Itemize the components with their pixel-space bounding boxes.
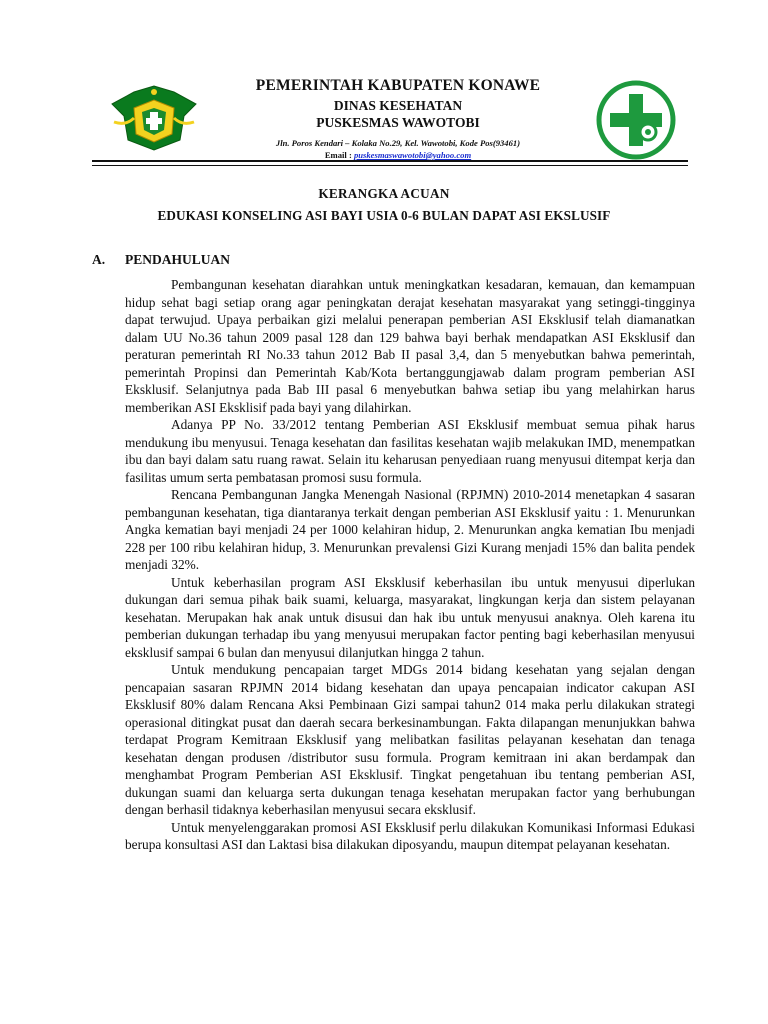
letterhead bbox=[0, 70, 768, 170]
email-link[interactable]: puskesmaswawotobi@yahoo.com bbox=[353, 150, 472, 160]
letterhead-rule-thin bbox=[92, 165, 688, 166]
regency-emblem-icon bbox=[106, 82, 202, 152]
paragraph: Untuk keberhasilan program ASI Eksklusif keberhasilan ibu untuk menyusui diperlukan dukungan dari semua pihak baik suami, keluarga, masyarakat, lingkungan kerja dan sistem pelayanan kesehatan. Merupakan hak anak untuk disusui dan hak ibu untuk menyusui anaknya. Oleh karena itu pemberian dukungan terhadap ibu yang menyusui merupakan factor penting bagi keberhasilan menyusui eksklusif sampai 6 bulan dan menyusui dilanjutkan hingga 2 tahun. bbox=[125, 574, 695, 660]
section-title: PENDAHULUAN bbox=[125, 252, 231, 267]
paragraph: Untuk mendukung pencapaian target MDGs 2014 bidang kesehatan yang sejalan dengan pencapaian sasaran RPJMN 2014 bidang kesehatan dan upaya pencapaian indicator cakupan ASI Eksklusif 80% dalam Rencana Aksi Pembinaan Gizi sampai tahun2 014 maka perlu dilakukan strategi operasional ditingkat pusat dan daerah secara berkesinambungan. Fakta dilapangan menunjukkan bahwa terdapat Program Kemitraan Eksklusif yang melibatkan fasilitas pelayanan kesehatan dan tenaga kesehatan dengan produsen /distributor susu formula. Program kemitraan ini akan berdampak dan menghambat Program Pemberian ASI Eksklusif. Tingkat pengetahuan ibu tentang pemberian ASI, dukungan suami dan keluarga serta dukungan tenaga kesehatan merupakan factor yang berhubungan dengan berhasil tidaknya keberhasilan menyusui secara eksklusif. bbox=[125, 662, 695, 817]
paragraph: Rencana Pembangunan Jangka Menengah Nasional (RPJMN) 2010-2014 menetapkan 4 sasaran pembangunan kesehatan, tiga diantaranya terkait dengan pemberian ASI Eksklusif yaitu : 1. Menurunkan Angka kematian bayi menjadi 24 per 1000 kelahiran hidup, 2. Menurunkan angka kematian Ibu menjadi 228 per 100 ribu kelahiran hidup, 3. Menurunkan prevalensi Gizi Kurang menjadi 15% dan balita pendek menjadi 32%. bbox=[125, 487, 695, 572]
paragraph: Pembangunan kesehatan diarahkan untuk meningkatkan kesadaran, kemauan, dan kemampuan hidup sehat bagi setiap orang agar peningkatan derajat kesehatan masyarakat yang setinggi-tingginya dapat terwujud. Upaya perbaikan gizi melalui penerapan pemberian ASI Eksklusif telah diamanatkan dalam UU No.36 tahun 2009 pasal 128 dan 129 bahwa bayi berhak mendapatkan ASI Eksklusif dan peraturan pemerintah RI No.33 tahun 2012 Bab II pasal 3,4, dan 5 menyebutkan bahwa pemerintah, pemerintah Propinsi dan Pemerintah Kab/Kota bertanggungjawab dalam program pemberian ASI Eksklusif. Selanjutnya pada Bab III pasal 6 menyebutkan bahwa setiap ibu yang melahirkan harus memberikan ASI Eksklisif pada bayi yang dilahirkan. bbox=[125, 277, 695, 415]
paragraph: Untuk menyelenggarakan promosi ASI Eksklusif perlu dilakukan Komunikasi Informasi Edukasi berupa konsultasi ASI dan Laktasi bisa dilakukan diposyandu, maupun ditempat pelayanan kesehatan. bbox=[125, 819, 695, 852]
document-subtitle: EDUKASI KONSELING ASI BAYI USIA 0-6 BULAN DAPAT ASI EKSLUSIF bbox=[157, 208, 611, 223]
email-label: Email : bbox=[324, 150, 354, 160]
agency-name: DINAS KESEHATAN bbox=[333, 98, 463, 113]
puskesmas-cross-icon bbox=[596, 80, 676, 160]
section-heading bbox=[92, 252, 230, 268]
health-center-name: PUSKESMAS WAWOTOBI bbox=[316, 115, 480, 130]
section-body bbox=[125, 276, 695, 854]
document-title: KERANGKA ACUAN bbox=[318, 186, 450, 201]
section-number: A. bbox=[92, 252, 106, 267]
letterhead-text bbox=[210, 76, 586, 161]
address: Jln. Poros Kendari – Kolaka No.29, Kel. Wawotobi, Kode Pos(93461) bbox=[275, 138, 521, 148]
letterhead-rule-thick bbox=[92, 160, 688, 162]
paragraph: Adanya PP No. 33/2012 tentang Pemberian ASI Eksklusif membuat semua pihak harus mendukung ibu menyusui. Tenaga kesehatan dan fasilitas kesehatan wajib melakukan IMD, menempatkan ibu dan bayi dalam satu ruang rawat. Selain itu keharusan penyediaan ruang menyusui ditempat kerja dan fasilitas umum serta pembatasan promosi susu formula. bbox=[125, 417, 695, 485]
government-name: PEMERINTAH KABUPATEN KONAWE bbox=[255, 77, 541, 94]
